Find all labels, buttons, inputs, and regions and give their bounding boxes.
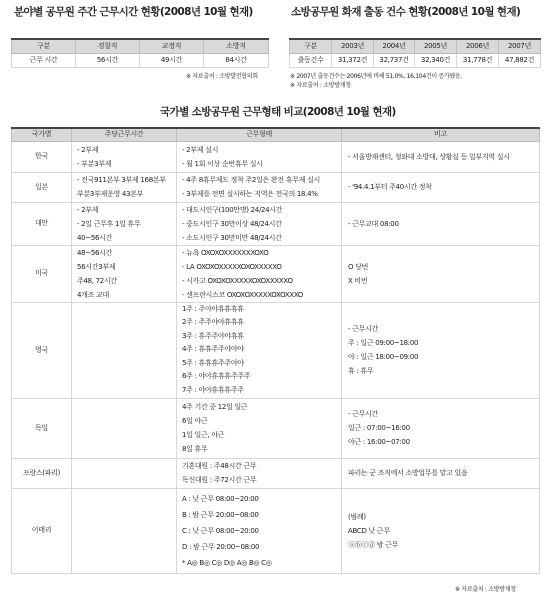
cell-line: 48~56시간: [77, 248, 113, 257]
note-cell: [342, 202, 540, 245]
header-cell: 구분: [290, 39, 332, 53]
cell-line: 주48, 72시간: [77, 276, 117, 285]
work-type-cell: [177, 172, 342, 202]
cell-line: 56시간3부제: [77, 262, 116, 271]
cell-line: (범례): [348, 512, 366, 521]
header-cell: 2004년: [374, 39, 415, 53]
table-row: [12, 458, 540, 488]
cell-line: - LA OXOXOXXXXXOXOXXXXXO: [182, 262, 282, 271]
table-cell: 47,882건: [499, 53, 541, 67]
cell-line: 6주 : 야야휴휴휴주주주: [182, 372, 251, 381]
header-cell: 구분: [12, 39, 76, 53]
cell-line: 파리는 군 조직에서 소방업무를 맡고 있음: [348, 469, 468, 477]
cell-line: 6일 야근: [182, 417, 208, 425]
table-row: [12, 202, 540, 245]
country-cell: 이태리: [12, 488, 72, 573]
cell-line: 40~56시간: [77, 233, 113, 242]
header-cell: 2007년: [499, 39, 541, 53]
cell-line: B : 밤 근무 20:00~08:00: [182, 510, 259, 519]
hours-cell: [72, 302, 177, 398]
cell-line: - 중도시인구 30만이상 48/24시간: [182, 219, 282, 228]
hours-cell: [72, 488, 177, 573]
work-type-cell: [177, 458, 342, 488]
note-cell: [342, 398, 540, 458]
cell-line: 5주 : 휴휴휴주주야야: [182, 358, 244, 367]
country-comparison-table: [11, 127, 540, 574]
hours-cell: [72, 141, 177, 172]
table-cell: 84시간: [204, 53, 269, 67]
note-cell: [342, 458, 540, 488]
cell-line: - 대도시인구(100만명) 24/24시간: [182, 205, 283, 214]
cell-line: C : 낮 근무 08:00~20:00: [182, 526, 259, 535]
work-type-cell: [177, 245, 342, 302]
table-cell: 49시간: [140, 53, 204, 67]
cell-line: ABCD 낮 근무: [348, 526, 390, 535]
hours-cell: [72, 172, 177, 202]
country-cell: 미국: [12, 245, 72, 302]
cell-line: 8일 휴무: [182, 445, 208, 453]
work-type-cell: [177, 488, 342, 573]
cell-line: 7주 : 야야휴휴휴주주: [182, 385, 244, 394]
cell-line: - 근무시간: [348, 410, 378, 418]
table-header-row: [12, 128, 540, 141]
cell-line: ⓐⓑⓒⓓ 밤 근무: [348, 540, 399, 549]
cell-line: 야근 : 16:00~07:00: [348, 438, 410, 446]
cell-line: 1주 : 주야야휴휴휴휴: [182, 305, 244, 314]
cell-line: - 뉴욕 OXOXOXXXXXXXOXO: [182, 248, 269, 257]
cell-line: - 2부제 실시: [182, 145, 219, 154]
work-type-cell: [177, 141, 342, 172]
cell-line: - 전국911본부 3부제 168본부: [77, 176, 166, 184]
right-note: ※ 2007년 출동건수는 2006년에 비해 51.0%, 16,104건이 증가됐음.: [290, 73, 463, 80]
table-cell: 32,737건: [374, 53, 415, 67]
cell-line: - 소도시인구 30만미만 48/24시간: [182, 233, 282, 242]
cell-line: - 3부제를 전면 실시하는 지역은 전국의 18.4%: [182, 190, 318, 198]
cell-line: O 당번: [348, 262, 369, 271]
cell-line: - 2부제: [77, 205, 99, 214]
main-source: ※ 자료출처 : 소방방재청: [455, 586, 516, 593]
header-cell: 경찰직: [76, 39, 140, 53]
country-cell: 프랑스(파리): [12, 458, 72, 488]
row-label: 출동건수: [290, 53, 332, 67]
table-row: [12, 398, 540, 458]
cell-line: - 2일 근무후 1일 휴무: [77, 219, 141, 228]
country-cell: 영국: [12, 302, 72, 398]
fire-dispatch-table: [289, 38, 541, 68]
table-header-row: [290, 39, 541, 53]
hours-cell: [72, 458, 177, 488]
cell-line: * A◎ B◎ C◎ D◎ A◎ B◎ C◎: [182, 558, 272, 567]
hours-cell: [72, 398, 177, 458]
cell-line: 부분3부제운영 43본부: [77, 190, 144, 198]
row-label: 근무 시간: [12, 53, 76, 67]
table-cell: 56시간: [76, 53, 140, 67]
header-cell: 2005년: [415, 39, 457, 53]
country-cell: 한국: [12, 141, 72, 172]
cell-line: - '94.4.1부터 주40시간 정착: [348, 183, 432, 191]
table-cell: 31,778건: [457, 53, 499, 67]
country-cell: 일본: [12, 172, 72, 202]
table-cell: 32,340건: [415, 53, 457, 67]
header-cell: 교정직: [140, 39, 204, 53]
header-cell: 2003년: [332, 39, 374, 53]
header-cell: 국가별: [12, 128, 72, 141]
cell-line: 일근 : 07:00~16:00: [348, 424, 410, 432]
table-row: [12, 172, 540, 202]
work-type-cell: [177, 398, 342, 458]
table-row: [12, 53, 269, 67]
note-cell: [342, 172, 540, 202]
hours-cell: [72, 202, 177, 245]
country-cell: 독일: [12, 398, 72, 458]
cell-line: 2주 : 주주야야휴휴휴: [182, 318, 244, 327]
note-cell: [342, 141, 540, 172]
cell-line: 3주 : 휴주주야야휴휴: [182, 331, 244, 340]
header-cell: 주당근무시간: [72, 128, 177, 141]
table-row: [12, 141, 540, 172]
cell-line: 주 : 일근 09:00~18:00: [348, 339, 419, 347]
cell-line: - 부분3부제: [77, 159, 112, 168]
note-cell: [342, 488, 540, 573]
cell-line: - 서울방재센터, 청와대 소방대, 상황실 등 일부지역 실시: [348, 152, 510, 161]
cell-line: 4주 : 휴휴주주야야야: [182, 345, 244, 354]
header-cell: 근무형태: [177, 128, 342, 141]
work-hours-table: [11, 38, 269, 68]
cell-line: 야 : 일근 18:00~09:00: [348, 353, 419, 361]
cell-line: - 2부제: [77, 145, 99, 154]
cell-line: D : 밤 근무 20:00~08:00: [182, 542, 260, 551]
header-cell: 소방직: [204, 39, 269, 53]
cell-line: 휴 : 휴무: [348, 367, 374, 375]
table-cell: 31,372건: [332, 53, 374, 67]
work-type-cell: [177, 302, 342, 398]
cell-line: - 근무교대 08:00: [348, 219, 399, 228]
cell-line: 기혼대원 : 주48시간 근무: [182, 462, 257, 470]
cell-line: 4개조 교대: [77, 290, 109, 299]
right-table-title: 소방공무원 화재 출동 건수 현황(2008년 10월 현재): [291, 6, 521, 18]
country-cell: 대만: [12, 202, 72, 245]
cell-line: - 시카고 OXOXOXXXXXOXOXXXXXO: [182, 276, 293, 285]
cell-line: 1일 일근, 야근: [182, 431, 225, 439]
cell-line: 독신대원 : 주72시간 근무: [182, 476, 257, 484]
cell-line: 4주 기간 중 12일 일근: [182, 403, 248, 411]
main-table-title: 국가별 소방공무원 근무형태 비교(2008년 10월 현재): [160, 106, 396, 118]
cell-line: - 4주 8휴무제도 정착 주2일은 완전 휴무제 실시: [182, 176, 321, 184]
cell-line: - 근무시간: [348, 325, 378, 333]
table-row: [12, 488, 540, 573]
right-source: ※ 자료출처 : 소방방재청: [290, 82, 351, 89]
header-cell: 2006년: [457, 39, 499, 53]
note-cell: [342, 302, 540, 398]
table-row: [290, 53, 541, 67]
table-header-row: [12, 39, 269, 53]
table-row: [12, 245, 540, 302]
table-row: [12, 302, 540, 398]
note-cell: [342, 245, 540, 302]
work-type-cell: [177, 202, 342, 245]
header-cell: 비고: [342, 128, 540, 141]
hours-cell: [72, 245, 177, 302]
cell-line: - 샌프란시스코 OXOXOXXXXXOXOXXXO: [182, 290, 304, 299]
left-table-title: 분야별 공무원 주간 근무시간 현황(2008년 10월 현재): [14, 6, 253, 18]
cell-line: - 월 1회 이상 순번휴무 실시: [182, 159, 263, 168]
cell-line: X 비번: [348, 276, 368, 285]
cell-line: A : 낮 근무 08:00~20:00: [182, 494, 259, 503]
left-source: ※ 자료출처 : 소방발전협의회: [186, 73, 258, 80]
